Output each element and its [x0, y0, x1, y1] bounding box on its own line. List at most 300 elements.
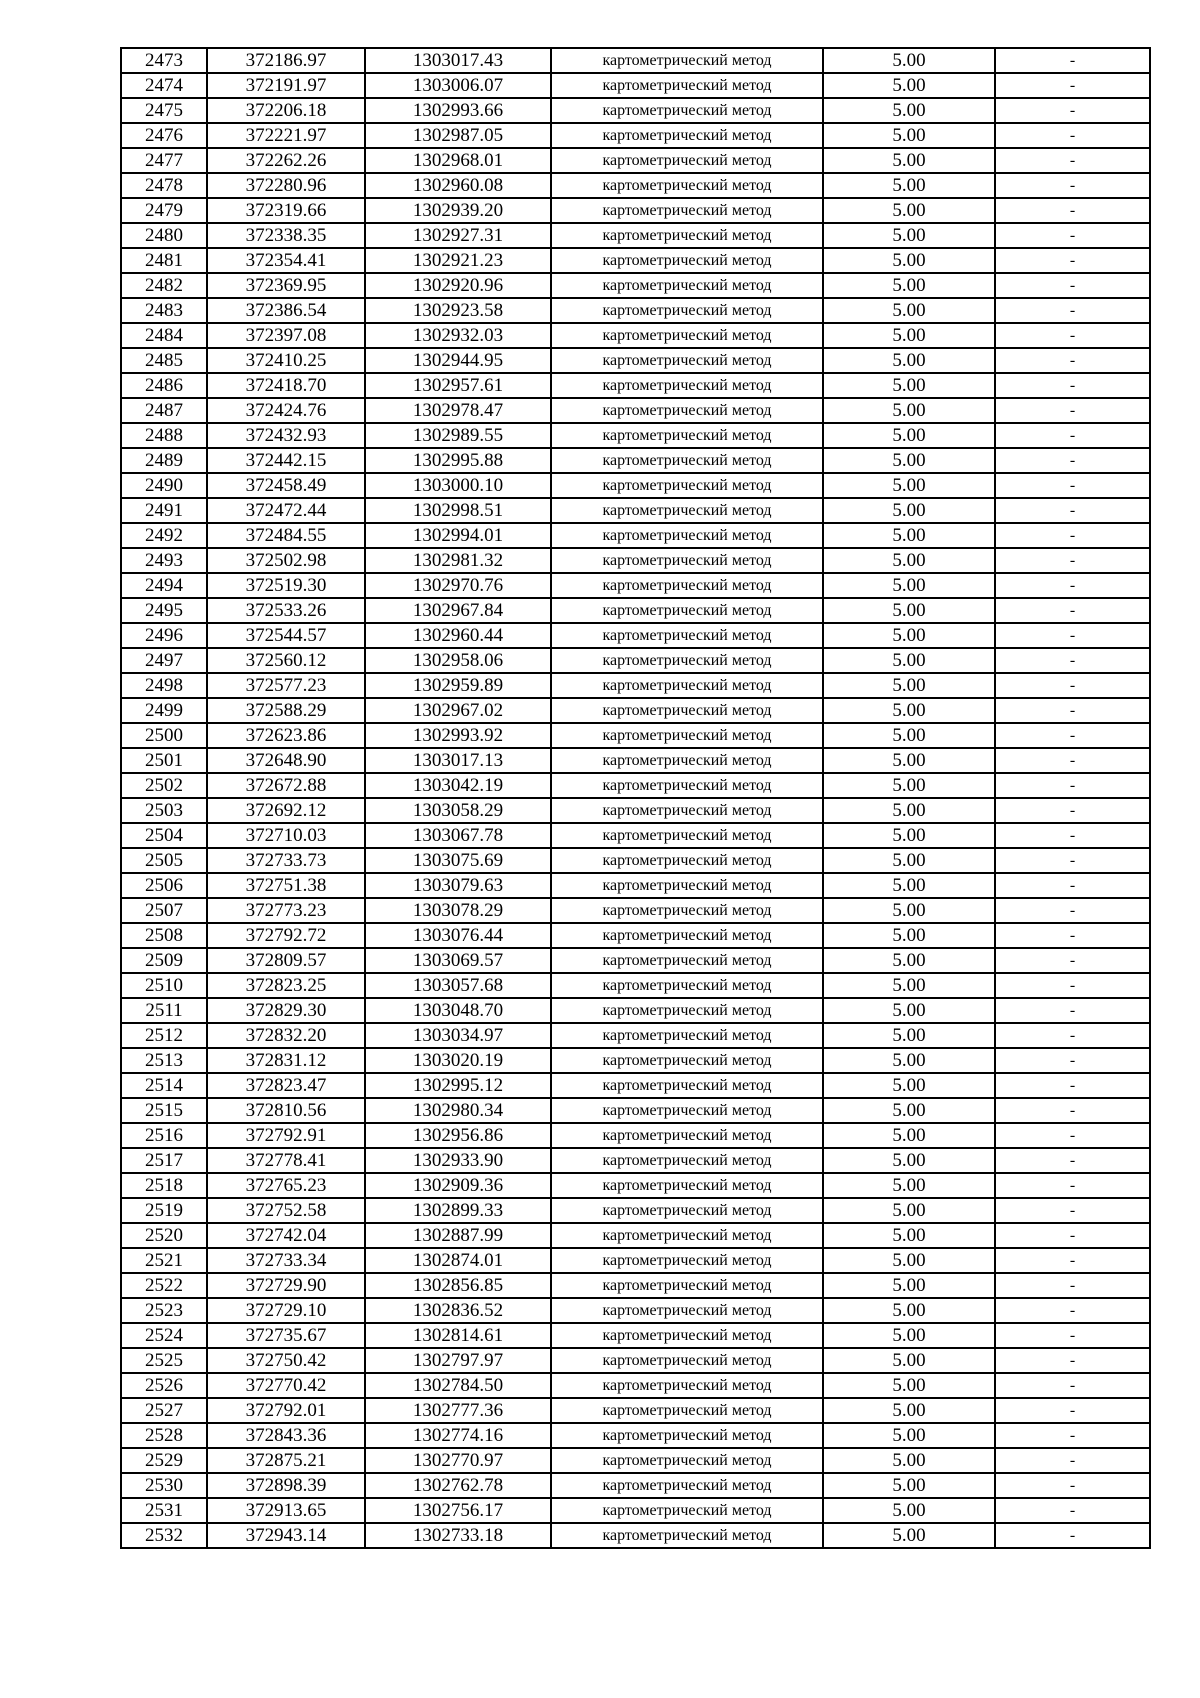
y-coordinate-cell: 1303079.63: [365, 873, 551, 898]
point-number-cell: 2531: [121, 1498, 207, 1523]
point-number-cell: 2503: [121, 798, 207, 823]
accuracy-cell: 5.00: [823, 1148, 995, 1173]
y-coordinate-cell: 1302994.01: [365, 523, 551, 548]
method-cell: картометрический метод: [551, 698, 823, 723]
accuracy-cell: 5.00: [823, 1348, 995, 1373]
point-number-cell: 2494: [121, 573, 207, 598]
note-cell: -: [995, 523, 1150, 548]
note-cell: -: [995, 648, 1150, 673]
note-cell: -: [995, 298, 1150, 323]
accuracy-cell: 5.00: [823, 198, 995, 223]
accuracy-cell: 5.00: [823, 1273, 995, 1298]
table-row: [121, 473, 1150, 498]
note-cell: -: [995, 998, 1150, 1023]
method-cell: картометрический метод: [551, 1148, 823, 1173]
method-cell: картометрический метод: [551, 1023, 823, 1048]
y-coordinate-cell: 1302756.17: [365, 1498, 551, 1523]
note-cell: -: [995, 1473, 1150, 1498]
point-number-cell: 2509: [121, 948, 207, 973]
x-coordinate-cell: 372221.97: [207, 123, 365, 148]
x-coordinate-cell: 372623.86: [207, 723, 365, 748]
method-cell: картометрический метод: [551, 448, 823, 473]
accuracy-cell: 5.00: [823, 1198, 995, 1223]
accuracy-cell: 5.00: [823, 1498, 995, 1523]
note-cell: -: [995, 98, 1150, 123]
note-cell: -: [995, 448, 1150, 473]
table-row: [121, 48, 1150, 73]
method-cell: картометрический метод: [551, 223, 823, 248]
point-number-cell: 2482: [121, 273, 207, 298]
accuracy-cell: 5.00: [823, 523, 995, 548]
note-cell: -: [995, 573, 1150, 598]
note-cell: -: [995, 248, 1150, 273]
x-coordinate-cell: 372829.30: [207, 998, 365, 1023]
y-coordinate-cell: 1302989.55: [365, 423, 551, 448]
accuracy-cell: 5.00: [823, 148, 995, 173]
note-cell: -: [995, 123, 1150, 148]
point-number-cell: 2498: [121, 673, 207, 698]
point-number-cell: 2485: [121, 348, 207, 373]
accuracy-cell: 5.00: [823, 398, 995, 423]
method-cell: картометрический метод: [551, 1423, 823, 1448]
coordinates-table-body: [121, 48, 1150, 1548]
method-cell: картометрический метод: [551, 873, 823, 898]
table-row: [121, 1198, 1150, 1223]
accuracy-cell: 5.00: [823, 373, 995, 398]
point-number-cell: 2497: [121, 648, 207, 673]
point-number-cell: 2484: [121, 323, 207, 348]
table-row: [121, 1398, 1150, 1423]
note-cell: -: [995, 323, 1150, 348]
accuracy-cell: 5.00: [823, 1373, 995, 1398]
y-coordinate-cell: 1302774.16: [365, 1423, 551, 1448]
accuracy-cell: 5.00: [823, 1123, 995, 1148]
y-coordinate-cell: 1302887.99: [365, 1223, 551, 1248]
coordinates-table: [120, 47, 1151, 1549]
note-cell: -: [995, 498, 1150, 523]
y-coordinate-cell: 1303078.29: [365, 898, 551, 923]
table-row: [121, 973, 1150, 998]
method-cell: картометрический метод: [551, 473, 823, 498]
accuracy-cell: 5.00: [823, 448, 995, 473]
table-row: [121, 898, 1150, 923]
method-cell: картометрический метод: [551, 1448, 823, 1473]
table-row: [121, 98, 1150, 123]
method-cell: картометрический метод: [551, 1173, 823, 1198]
method-cell: картометрический метод: [551, 1348, 823, 1373]
x-coordinate-cell: 372913.65: [207, 1498, 365, 1523]
y-coordinate-cell: 1302909.36: [365, 1173, 551, 1198]
y-coordinate-cell: 1302921.23: [365, 248, 551, 273]
x-coordinate-cell: 372943.14: [207, 1523, 365, 1548]
accuracy-cell: 5.00: [823, 1223, 995, 1248]
method-cell: картометрический метод: [551, 598, 823, 623]
method-cell: картометрический метод: [551, 198, 823, 223]
point-number-cell: 2516: [121, 1123, 207, 1148]
point-number-cell: 2506: [121, 873, 207, 898]
note-cell: -: [995, 873, 1150, 898]
y-coordinate-cell: 1302993.92: [365, 723, 551, 748]
note-cell: -: [995, 1523, 1150, 1548]
table-row: [121, 1148, 1150, 1173]
note-cell: -: [995, 773, 1150, 798]
table-row: [121, 848, 1150, 873]
y-coordinate-cell: 1302784.50: [365, 1373, 551, 1398]
accuracy-cell: 5.00: [823, 1323, 995, 1348]
y-coordinate-cell: 1302957.61: [365, 373, 551, 398]
table-row: [121, 298, 1150, 323]
point-number-cell: 2488: [121, 423, 207, 448]
accuracy-cell: 5.00: [823, 1473, 995, 1498]
x-coordinate-cell: 372397.08: [207, 323, 365, 348]
note-cell: -: [995, 473, 1150, 498]
note-cell: -: [995, 173, 1150, 198]
method-cell: картометрический метод: [551, 123, 823, 148]
table-row: [121, 498, 1150, 523]
y-coordinate-cell: 1302960.08: [365, 173, 551, 198]
y-coordinate-cell: 1302981.32: [365, 548, 551, 573]
point-number-cell: 2481: [121, 248, 207, 273]
note-cell: -: [995, 1498, 1150, 1523]
point-number-cell: 2511: [121, 998, 207, 1023]
x-coordinate-cell: 372386.54: [207, 298, 365, 323]
accuracy-cell: 5.00: [823, 823, 995, 848]
accuracy-cell: 5.00: [823, 273, 995, 298]
y-coordinate-cell: 1302770.97: [365, 1448, 551, 1473]
y-coordinate-cell: 1302980.34: [365, 1098, 551, 1123]
y-coordinate-cell: 1302762.78: [365, 1473, 551, 1498]
y-coordinate-cell: 1302970.76: [365, 573, 551, 598]
method-cell: картометрический метод: [551, 373, 823, 398]
accuracy-cell: 5.00: [823, 1248, 995, 1273]
x-coordinate-cell: 372280.96: [207, 173, 365, 198]
note-cell: -: [995, 898, 1150, 923]
accuracy-cell: 5.00: [823, 1423, 995, 1448]
table-row: [121, 1448, 1150, 1473]
point-number-cell: 2526: [121, 1373, 207, 1398]
accuracy-cell: 5.00: [823, 748, 995, 773]
note-cell: -: [995, 1098, 1150, 1123]
note-cell: -: [995, 273, 1150, 298]
x-coordinate-cell: 372843.36: [207, 1423, 365, 1448]
method-cell: картометрический метод: [551, 798, 823, 823]
method-cell: картометрический метод: [551, 973, 823, 998]
table-row: [121, 1348, 1150, 1373]
table-row: [121, 423, 1150, 448]
note-cell: -: [995, 698, 1150, 723]
x-coordinate-cell: 372648.90: [207, 748, 365, 773]
y-coordinate-cell: 1302933.90: [365, 1148, 551, 1173]
x-coordinate-cell: 372733.34: [207, 1248, 365, 1273]
y-coordinate-cell: 1303075.69: [365, 848, 551, 873]
y-coordinate-cell: 1303017.13: [365, 748, 551, 773]
method-cell: картометрический метод: [551, 1398, 823, 1423]
x-coordinate-cell: 372750.42: [207, 1348, 365, 1373]
accuracy-cell: 5.00: [823, 73, 995, 98]
method-cell: картометрический метод: [551, 398, 823, 423]
table-row: [121, 223, 1150, 248]
accuracy-cell: 5.00: [823, 1173, 995, 1198]
accuracy-cell: 5.00: [823, 548, 995, 573]
point-number-cell: 2528: [121, 1423, 207, 1448]
x-coordinate-cell: 372418.70: [207, 373, 365, 398]
method-cell: картометрический метод: [551, 1048, 823, 1073]
method-cell: картометрический метод: [551, 73, 823, 98]
point-number-cell: 2475: [121, 98, 207, 123]
x-coordinate-cell: 372729.10: [207, 1298, 365, 1323]
note-cell: -: [995, 1023, 1150, 1048]
table-row: [121, 548, 1150, 573]
point-number-cell: 2495: [121, 598, 207, 623]
x-coordinate-cell: 372832.20: [207, 1023, 365, 1048]
point-number-cell: 2520: [121, 1223, 207, 1248]
note-cell: -: [995, 723, 1150, 748]
point-number-cell: 2500: [121, 723, 207, 748]
method-cell: картометрический метод: [551, 548, 823, 573]
table-row: [121, 273, 1150, 298]
accuracy-cell: 5.00: [823, 598, 995, 623]
note-cell: -: [995, 373, 1150, 398]
point-number-cell: 2493: [121, 548, 207, 573]
x-coordinate-cell: 372792.01: [207, 1398, 365, 1423]
method-cell: картометрический метод: [551, 648, 823, 673]
point-number-cell: 2524: [121, 1323, 207, 1348]
point-number-cell: 2504: [121, 823, 207, 848]
method-cell: картометрический метод: [551, 498, 823, 523]
note-cell: -: [995, 1048, 1150, 1073]
y-coordinate-cell: 1303020.19: [365, 1048, 551, 1073]
x-coordinate-cell: 372733.73: [207, 848, 365, 873]
accuracy-cell: 5.00: [823, 1523, 995, 1548]
x-coordinate-cell: 372544.57: [207, 623, 365, 648]
accuracy-cell: 5.00: [823, 1023, 995, 1048]
x-coordinate-cell: 372770.42: [207, 1373, 365, 1398]
y-coordinate-cell: 1302967.02: [365, 698, 551, 723]
method-cell: картометрический метод: [551, 1198, 823, 1223]
accuracy-cell: 5.00: [823, 98, 995, 123]
method-cell: картометрический метод: [551, 623, 823, 648]
y-coordinate-cell: 1302995.12: [365, 1073, 551, 1098]
x-coordinate-cell: 372432.93: [207, 423, 365, 448]
method-cell: картометрический метод: [551, 48, 823, 73]
x-coordinate-cell: 372823.25: [207, 973, 365, 998]
note-cell: -: [995, 73, 1150, 98]
note-cell: -: [995, 1248, 1150, 1273]
point-number-cell: 2508: [121, 923, 207, 948]
x-coordinate-cell: 372729.90: [207, 1273, 365, 1298]
point-number-cell: 2474: [121, 73, 207, 98]
table-row: [121, 798, 1150, 823]
note-cell: -: [995, 223, 1150, 248]
x-coordinate-cell: 372792.91: [207, 1123, 365, 1148]
table-row: [121, 998, 1150, 1023]
method-cell: картометрический метод: [551, 148, 823, 173]
x-coordinate-cell: 372831.12: [207, 1048, 365, 1073]
note-cell: -: [995, 1173, 1150, 1198]
x-coordinate-cell: 372560.12: [207, 648, 365, 673]
x-coordinate-cell: 372442.15: [207, 448, 365, 473]
note-cell: -: [995, 848, 1150, 873]
note-cell: -: [995, 623, 1150, 648]
y-coordinate-cell: 1302960.44: [365, 623, 551, 648]
y-coordinate-cell: 1303069.57: [365, 948, 551, 973]
point-number-cell: 2530: [121, 1473, 207, 1498]
accuracy-cell: 5.00: [823, 348, 995, 373]
accuracy-cell: 5.00: [823, 648, 995, 673]
y-coordinate-cell: 1302856.85: [365, 1273, 551, 1298]
point-number-cell: 2518: [121, 1173, 207, 1198]
note-cell: -: [995, 148, 1150, 173]
x-coordinate-cell: 372519.30: [207, 573, 365, 598]
point-number-cell: 2487: [121, 398, 207, 423]
table-row: [121, 1048, 1150, 1073]
y-coordinate-cell: 1303006.07: [365, 73, 551, 98]
note-cell: -: [995, 973, 1150, 998]
y-coordinate-cell: 1302733.18: [365, 1523, 551, 1548]
point-number-cell: 2513: [121, 1048, 207, 1073]
method-cell: картометрический метод: [551, 823, 823, 848]
method-cell: картометрический метод: [551, 1323, 823, 1348]
y-coordinate-cell: 1302968.01: [365, 148, 551, 173]
method-cell: картометрический метод: [551, 1248, 823, 1273]
point-number-cell: 2514: [121, 1073, 207, 1098]
accuracy-cell: 5.00: [823, 223, 995, 248]
table-row: [121, 1223, 1150, 1248]
method-cell: картометрический метод: [551, 173, 823, 198]
x-coordinate-cell: 372875.21: [207, 1448, 365, 1473]
note-cell: -: [995, 748, 1150, 773]
x-coordinate-cell: 372354.41: [207, 248, 365, 273]
accuracy-cell: 5.00: [823, 573, 995, 598]
y-coordinate-cell: 1302978.47: [365, 398, 551, 423]
note-cell: -: [995, 823, 1150, 848]
table-row: [121, 398, 1150, 423]
note-cell: -: [995, 948, 1150, 973]
method-cell: картометрический метод: [551, 573, 823, 598]
y-coordinate-cell: 1302927.31: [365, 223, 551, 248]
point-number-cell: 2507: [121, 898, 207, 923]
method-cell: картометрический метод: [551, 423, 823, 448]
accuracy-cell: 5.00: [823, 898, 995, 923]
table-row: [121, 773, 1150, 798]
method-cell: картометрический метод: [551, 848, 823, 873]
x-coordinate-cell: 372472.44: [207, 498, 365, 523]
y-coordinate-cell: 1302920.96: [365, 273, 551, 298]
accuracy-cell: 5.00: [823, 623, 995, 648]
table-row: [121, 323, 1150, 348]
x-coordinate-cell: 372742.04: [207, 1223, 365, 1248]
table-row: [121, 1023, 1150, 1048]
point-number-cell: 2491: [121, 498, 207, 523]
point-number-cell: 2479: [121, 198, 207, 223]
x-coordinate-cell: 372710.03: [207, 823, 365, 848]
accuracy-cell: 5.00: [823, 923, 995, 948]
x-coordinate-cell: 372672.88: [207, 773, 365, 798]
point-number-cell: 2501: [121, 748, 207, 773]
method-cell: картометрический метод: [551, 1473, 823, 1498]
method-cell: картометрический метод: [551, 1273, 823, 1298]
y-coordinate-cell: 1303000.10: [365, 473, 551, 498]
y-coordinate-cell: 1302967.84: [365, 598, 551, 623]
y-coordinate-cell: 1303076.44: [365, 923, 551, 948]
y-coordinate-cell: 1303042.19: [365, 773, 551, 798]
x-coordinate-cell: 372778.41: [207, 1148, 365, 1173]
method-cell: картометрический метод: [551, 723, 823, 748]
note-cell: -: [995, 1298, 1150, 1323]
y-coordinate-cell: 1302987.05: [365, 123, 551, 148]
accuracy-cell: 5.00: [823, 48, 995, 73]
point-number-cell: 2476: [121, 123, 207, 148]
table-row: [121, 173, 1150, 198]
table-row: [121, 923, 1150, 948]
method-cell: картометрический метод: [551, 923, 823, 948]
accuracy-cell: 5.00: [823, 1048, 995, 1073]
point-number-cell: 2512: [121, 1023, 207, 1048]
x-coordinate-cell: 372262.26: [207, 148, 365, 173]
note-cell: -: [995, 48, 1150, 73]
method-cell: картометрический метод: [551, 1498, 823, 1523]
table-row: [121, 1248, 1150, 1273]
table-row: [121, 1098, 1150, 1123]
method-cell: картометрический метод: [551, 773, 823, 798]
table-row: [121, 248, 1150, 273]
method-cell: картометрический метод: [551, 948, 823, 973]
method-cell: картометрический метод: [551, 1523, 823, 1548]
x-coordinate-cell: 372206.18: [207, 98, 365, 123]
method-cell: картометрический метод: [551, 248, 823, 273]
point-number-cell: 2510: [121, 973, 207, 998]
y-coordinate-cell: 1302956.86: [365, 1123, 551, 1148]
accuracy-cell: 5.00: [823, 123, 995, 148]
accuracy-cell: 5.00: [823, 1398, 995, 1423]
note-cell: -: [995, 1273, 1150, 1298]
point-number-cell: 2490: [121, 473, 207, 498]
table-row: [121, 1123, 1150, 1148]
x-coordinate-cell: 372792.72: [207, 923, 365, 948]
x-coordinate-cell: 372692.12: [207, 798, 365, 823]
table-row: [121, 373, 1150, 398]
point-number-cell: 2483: [121, 298, 207, 323]
table-row: [121, 1273, 1150, 1298]
note-cell: -: [995, 1423, 1150, 1448]
method-cell: картометрический метод: [551, 1298, 823, 1323]
table-row: [121, 573, 1150, 598]
method-cell: картометрический метод: [551, 1123, 823, 1148]
y-coordinate-cell: 1302899.33: [365, 1198, 551, 1223]
table-row: [121, 723, 1150, 748]
note-cell: -: [995, 1123, 1150, 1148]
x-coordinate-cell: 372751.38: [207, 873, 365, 898]
table-row: [121, 748, 1150, 773]
table-row: [121, 1423, 1150, 1448]
table-row: [121, 673, 1150, 698]
method-cell: картометрический метод: [551, 348, 823, 373]
method-cell: картометрический метод: [551, 1223, 823, 1248]
accuracy-cell: 5.00: [823, 323, 995, 348]
method-cell: картометрический метод: [551, 523, 823, 548]
y-coordinate-cell: 1302874.01: [365, 1248, 551, 1273]
x-coordinate-cell: 372424.76: [207, 398, 365, 423]
x-coordinate-cell: 372735.67: [207, 1323, 365, 1348]
accuracy-cell: 5.00: [823, 773, 995, 798]
point-number-cell: 2525: [121, 1348, 207, 1373]
note-cell: -: [995, 1373, 1150, 1398]
accuracy-cell: 5.00: [823, 998, 995, 1023]
method-cell: картометрический метод: [551, 273, 823, 298]
y-coordinate-cell: 1302836.52: [365, 1298, 551, 1323]
point-number-cell: 2517: [121, 1148, 207, 1173]
y-coordinate-cell: 1302923.58: [365, 298, 551, 323]
